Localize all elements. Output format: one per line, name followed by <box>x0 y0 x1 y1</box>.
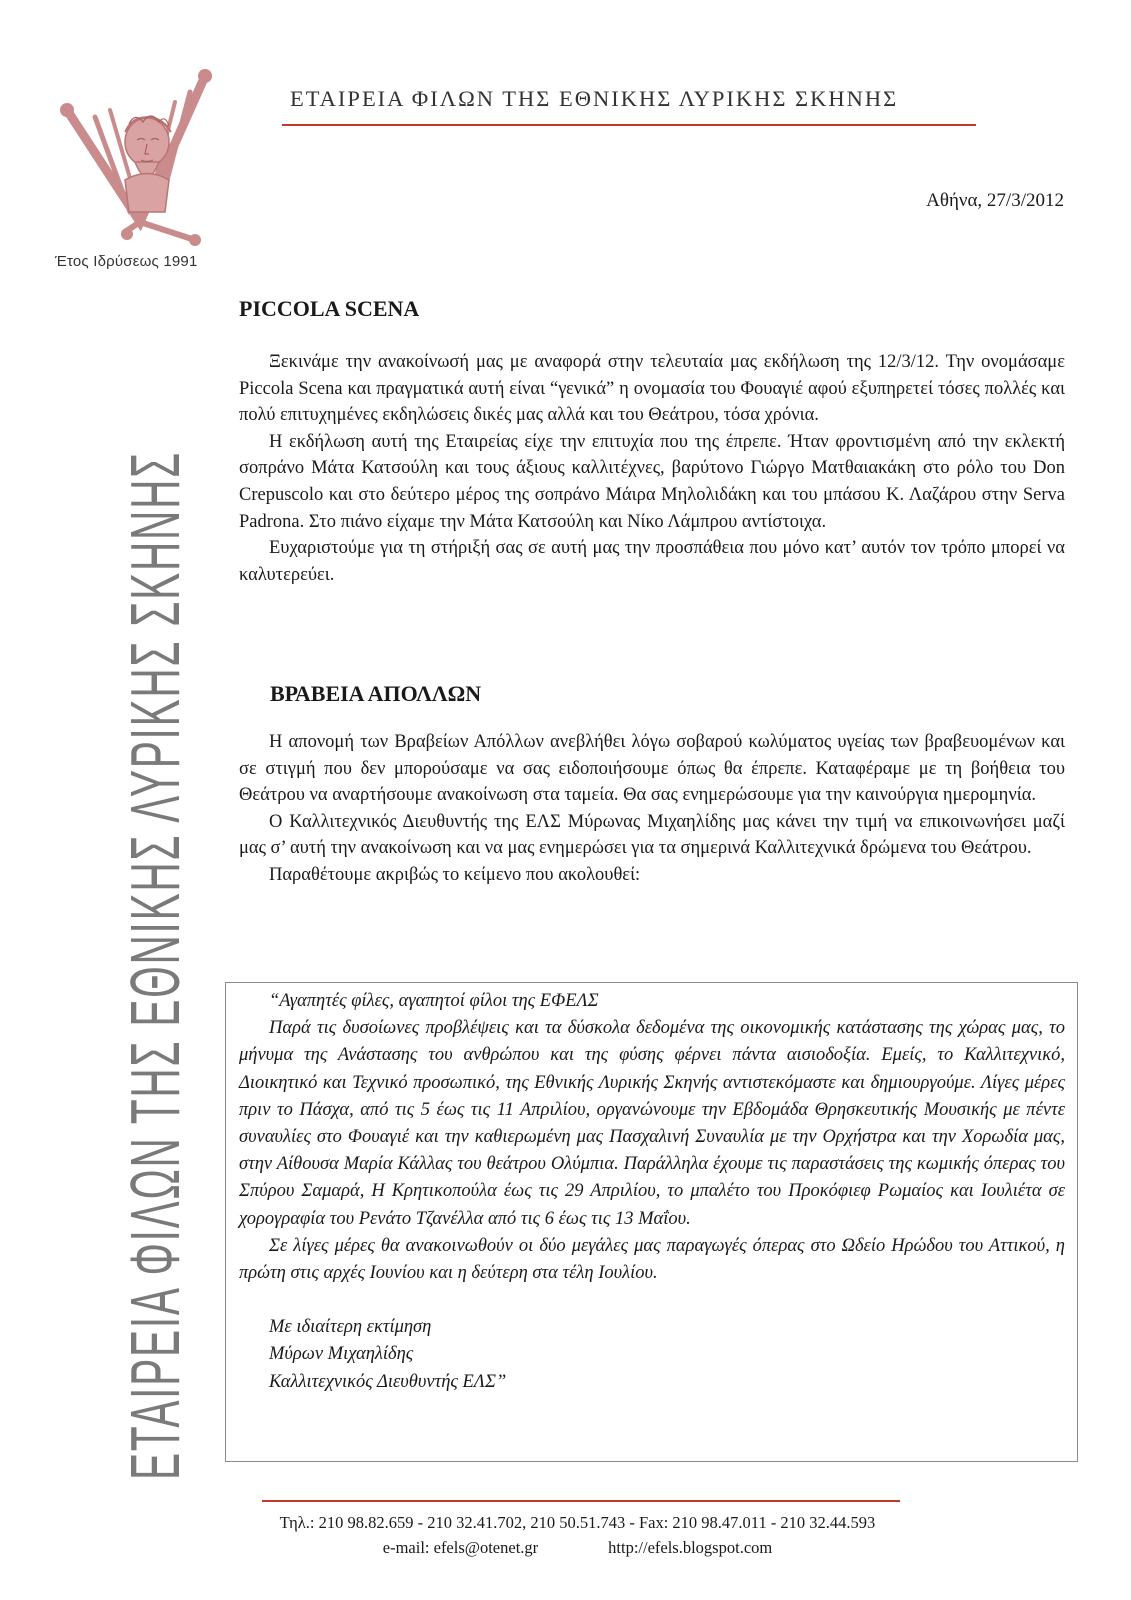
paragraph: Ξεκινάμε την ανακοίνωσή μας με αναφορά στην τελευταία μας εκδήλωση της 12/3/12. Την ονομάσαμε Piccola Scena και πραγματικά αυτή είναι “γενικά” η ονομασία του Φουαγιέ αφού εξυπηρετεί τόσες πολλές και πολύ επιτυχημένες εκδηλώσεις δικές μας αλλά και του Θεάτρου, τόσα χρόνια. <box>239 352 1065 426</box>
founded-year: Έτος Ιδρύσεως 1991 <box>55 253 198 270</box>
header-divider <box>282 124 976 126</box>
logo <box>55 62 225 252</box>
header-title: ΕΤΑΙΡΕΙΑ ΦΙΛΩΝ ΤΗΣ ΕΘΝΙΚΗΣ ΛΥΡΙΚΗΣ ΣΚΗΝΗΣ <box>290 86 899 111</box>
vertical-organization-title: ΕΤΑΙΡΕΙΑ ΦΙΛΩΝ ΤΗΣ ΕΘΝΙΚΗΣ ΛΥΡΙΚΗΣ ΣΚΗΝΗΣ <box>116 451 194 1480</box>
paragraph: Η εκδήλωση αυτή της Εταιρείας είχε την επιτυχία που της έπρεπε. Ήταν φροντισμένη από την εκλεκτή σοπράνο Μάτα Κατσούλη και τους άξιους καλλιτέχνες, βαρύτονο Γιώργο Ματθαιακάκη στο ρόλο του Don Crepuscolo και στο δεύτερο μέρος της σοπράνο Μάιρα Μηλολιδάκη και του μπάσου Κ. Λαζάρου στην Serva Padrona. Στο πιάνο είχαμε την Μάτα Κατσούλη και Νίκο Λάμπρου αντίστοιχα. <box>239 431 1065 532</box>
paragraph: Ο Καλλιτεχνικός Διευθυντής της ΕΛΣ Μύρωνας Μιχαηλίδης μας κάνει την τιμή να επικοινωνήσει μαζί μας σ’ αυτή την ανακοίνωση και να μας ενημερώσει για τα σημερινά Καλλιτεχνικά δρώμενα του Θεάτρου. <box>239 811 1065 859</box>
footer-email[interactable]: e-mail: efels@otenet.gr <box>382 1538 539 1557</box>
footer-phones: Τηλ.: 210 98.82.659 - 210 32.41.702, 210 50.51.743 - Fax: 210 98.47.011 - 210 32.44.593 <box>279 1513 876 1532</box>
quoted-letter-box <box>225 982 1078 1462</box>
footer-website-link[interactable]: http://efels.blogspot.com <box>608 1538 773 1557</box>
lyre-logo-icon <box>55 62 225 252</box>
paragraph: Ευχαριστούμε για τη στήριξή σας σε αυτή μας την προσπάθεια που μόνο κατ’ αυτόν τον τρόπο μπορεί να καλυτερεύει. <box>239 538 1065 585</box>
quote-paragraph: Παρά τις δυσοίωνες προβλέψεις και τα δύσκολα δεδομένα της οικονομικής κατάστασης της χώρας μας, το μήνυμα της Ανάστασης του ανθρώπου και της φύσης φέρνει πάντα αισιοδοξία. Εμείς, το Καλλιτεχνικό, Διοικητικό και Τεχνικό προσωπικό, της Εθνικής Λυρικής Σκηνής αντιστεκόμαστε και δημιουργούμε. Λίγες μέρες πριν το Πάσχα, από τις 5 έως τις 11 Απριλίου, οργανώνουμε την Εβδομάδα Θρησκευτικής Μουσικής με πέντε συναυλίες στο Φουαγιέ και την καθιερωμένη μας Πασχαλινή Συναυλία με την Ορχήστρα και την Χορωδία μας, στην Αίθουσα Μαρία Κάλλας του θεάτρου Ολύμπια. Παράλληλα έχουμε τις παραστάσεις της κωμικής όπερας του Σπύρου Σαμαρά, Η Κρητικοπούλα έως τις 29 Απριλίου, το μπαλέτο του Προκόφιεφ Ρωμαίος και Ιουλιέτα σε χορογραφία του Ρενάτο Τζανέλλα από τις 6 έως τις 13 Μαΐου. <box>239 1018 1065 1229</box>
signer-name: Μύρων Μιχαηλίδης <box>269 1344 414 1365</box>
quoted-letter <box>239 988 1065 1396</box>
quote-paragraph: Σε λίγες μέρες θα ανακοινωθούν οι δύο μεγάλες μας παραγωγές όπερας στο Ωδείο Ηρώδου του Αττικού, η πρώτη στις αρχές Ιουνίου και η δεύτερη στα τέλη Ιουλίου. <box>239 1235 1065 1284</box>
closing-line: Με ιδιαίτερη εκτίμηση <box>269 1317 432 1338</box>
signer-title: Καλλιτεχνικός Διευθυντής ΕΛΣ” <box>269 1371 507 1392</box>
section-heading-vraveia-apollon: ΒΡΑΒΕΙΑ ΑΠΟΛΛΩΝ <box>270 681 482 706</box>
section-heading-piccola-scena: PICCOLA SCENA <box>239 296 420 321</box>
document-date: Αθήνα, 27/3/2012 <box>926 190 1064 211</box>
quote-greeting: “Αγαπητές φίλες, αγαπητοί φίλοι της ΕΦΕΛΣ <box>269 991 599 1011</box>
footer-contacts <box>225 1510 930 1560</box>
paragraph: Παραθέτουμε ακριβώς το κείμενο που ακολουθεί: <box>269 864 641 885</box>
section-piccola-scena-text <box>239 349 1065 588</box>
section-vraveia-apollon-text <box>239 729 1065 889</box>
signature-block <box>239 1314 1065 1396</box>
paragraph: Η απονομή των Βραβείων Απόλλων ανεβλήθει λόγω σοβαρού κωλύματος υγείας των βραβευομένων και σε στιγμή που δεν μπορούσαμε να σας ειδοποιήσουμε όπως θα έπρεπε. Καταφέραμε με τη βοήθεια του Θεάτρου να αναρτήσουμε ανακοίνωση στα ταμεία. Θα σας ενημερώσουμε για την καινούργια ημερομηνία. <box>239 732 1065 806</box>
footer-divider <box>262 1500 900 1502</box>
